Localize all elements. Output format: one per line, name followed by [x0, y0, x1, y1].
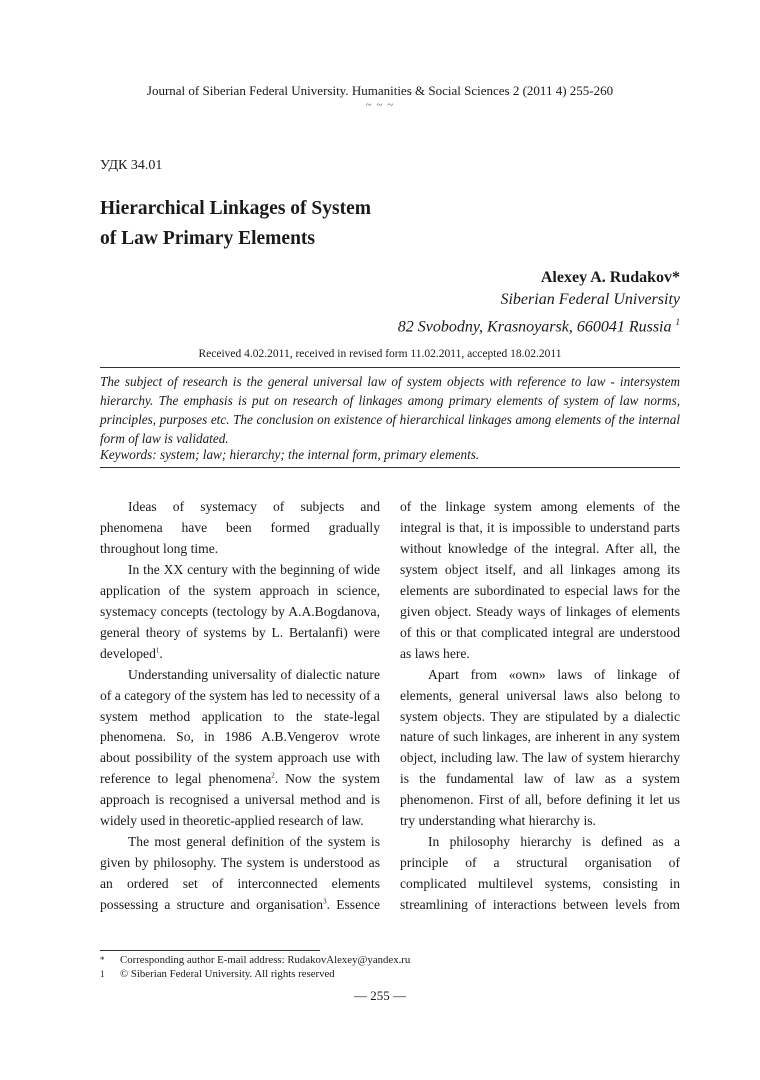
- body-column-right: [400, 497, 680, 916]
- paragraph-text: . Essence: [326, 897, 380, 913]
- author-name: Alexey A. Rudakov*: [540, 269, 680, 286]
- paragraph: Apart from «own» laws of linkage of elements, general universal laws also belong to system objects. They are stipulated by a dialectic nature of such linkages, are inherent in any system object, including law. The law of system hierarchy is the fundamental law of law as a system phenomenon. First of all, before defining it let us try understanding what hierarchy is.: [400, 666, 680, 829]
- footnote-ref: 3: [323, 897, 327, 906]
- article-title: [100, 194, 371, 254]
- footnote-mark: *: [100, 955, 105, 965]
- footnote-rule: [100, 950, 320, 951]
- footnote-item: [100, 967, 410, 981]
- footnotes: [100, 953, 410, 981]
- title-line-1: Hierarchical Linkages of System: [100, 198, 371, 219]
- udc-code: УДК 34.01: [100, 158, 163, 173]
- paragraph: [100, 560, 380, 665]
- paragraph-text: . Now the system approach is recognised a universal method and is widely used in theoretic-applied research of law.: [100, 771, 380, 829]
- header-separator: ~ ~ ~: [365, 99, 395, 111]
- abstract-top-rule: [100, 367, 680, 368]
- footnote-mark: 1: [100, 969, 105, 979]
- address-text: 82 Svobodny, Krasnoyarsk, 660041 Russia: [397, 318, 676, 336]
- footnote-text: © Siberian Federal University. All rights reserved: [120, 968, 335, 980]
- author-address: [398, 311, 680, 338]
- body-column-left: [100, 497, 380, 916]
- paragraph-text: The most general definition of the system is given by philosophy. The system is understood as an ordered set of interconnected elements possessing a structure and organisation: [100, 834, 380, 913]
- keywords: Keywords: system; law; hierarchy; the internal form, primary elements.: [100, 447, 480, 462]
- author-block: [398, 267, 680, 338]
- paragraph: of the linkage system among elements of the integral is that, it is impossible to understand parts without knowledge of the integral. After all, the system object itself, and all linkages among its elements are subordinated to especial laws for the given object. Steady ways of linkages of elements of this or that complicated integral are understood as laws here.: [400, 499, 680, 661]
- footnote-ref: 1: [155, 646, 160, 655]
- footnote-ref: 2: [271, 771, 275, 780]
- footnote-text: Corresponding author E-mail address: RudakovAlexey@yandex.ru: [120, 954, 411, 966]
- author-affiliation: Siberian Federal University: [500, 291, 680, 308]
- paragraph-text: Understanding universality of dialectic nature of a category of the system has led to necessity of a system method application to the state-legal phenomena. So, in 1986 A.B.Vengerov wrote about possibility of the system approach use with reference to legal phenomena: [100, 666, 380, 787]
- address-footnote-mark: 1: [675, 317, 680, 327]
- received-dates: Received 4.02.2011, received in revised form 11.02.2011, accepted 18.02.2011: [198, 348, 562, 360]
- paragraph: [100, 665, 380, 833]
- paragraph: In philosophy hierarchy is defined as a principle of a structural organisation of complicated multilevel systems, consisting in streamlining of interactions between levels from: [400, 834, 680, 913]
- page-number: — 255 —: [354, 988, 406, 1003]
- journal-header: Journal of Siberian Federal University. Humanities & Social Sciences 2 (2011 4) 255-260: [146, 83, 614, 98]
- paragraph-text: In the XX century with the beginning of wide application of the system approach in science, systemacy concepts (tectology by A.A.Bogdanova, general theory of systems by L. Bertalanfi) were developed: [100, 561, 380, 661]
- abstract: The subject of research is the general universal law of system objects with reference to law - intersystem hierarchy. The emphasis is put on research of linkages among primary elements of system of law norms, principles, purposes etc. The conclusion on existence of hierarchical linkages among elements of the internal form of law is validated.: [100, 374, 680, 446]
- paragraph-text: .: [159, 645, 163, 661]
- paragraph: [100, 832, 380, 916]
- title-line-2: of Law Primary Elements: [100, 228, 315, 249]
- footnote-item: [100, 953, 410, 967]
- paragraph: Ideas of systemacy of subjects and phenomena have been formed gradually throughout long time.: [100, 499, 380, 556]
- abstract-bottom-rule: [100, 467, 680, 468]
